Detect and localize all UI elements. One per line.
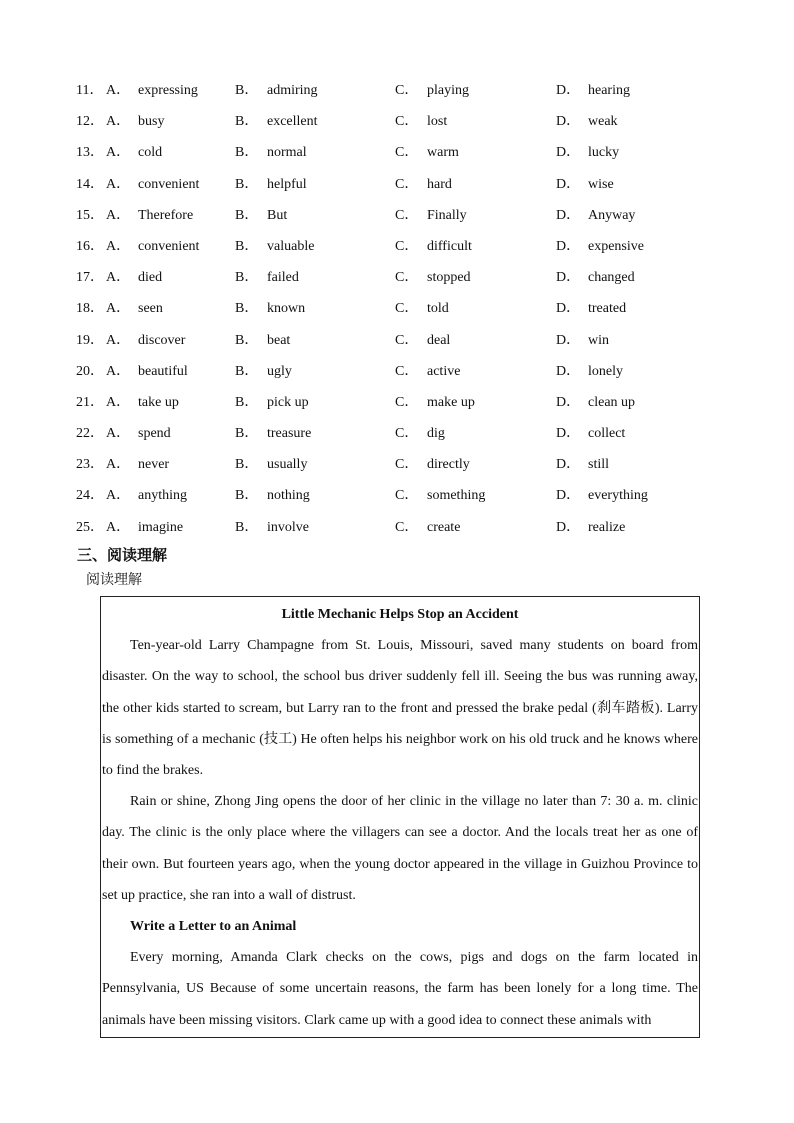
option-letter: B． bbox=[235, 207, 259, 223]
section-subheading: 阅读理解 bbox=[86, 572, 142, 588]
option-text: usually bbox=[267, 457, 308, 473]
option-text: make up bbox=[427, 394, 475, 410]
option-text: difficult bbox=[427, 238, 472, 254]
option-c bbox=[395, 454, 470, 476]
option-text: known bbox=[267, 301, 306, 317]
option-text: something bbox=[427, 488, 486, 504]
option-letter: C． bbox=[395, 394, 419, 410]
option-text: Anyway bbox=[588, 207, 636, 223]
option-letter: B． bbox=[235, 270, 259, 286]
option-letter: A． bbox=[106, 394, 131, 410]
option-text: playing bbox=[427, 83, 469, 98]
option-letter: A． bbox=[106, 457, 131, 473]
option-text: Finally bbox=[427, 207, 467, 223]
option-text: ugly bbox=[267, 363, 292, 379]
option-c bbox=[395, 142, 459, 164]
option-letter: A． bbox=[106, 114, 131, 130]
option-a bbox=[76, 142, 162, 164]
question-number: 11． bbox=[76, 83, 104, 98]
option-d bbox=[556, 454, 609, 476]
option-a bbox=[76, 485, 187, 507]
option-c bbox=[395, 267, 471, 289]
question-row bbox=[76, 330, 716, 361]
question-number: 24． bbox=[76, 488, 104, 504]
question-number: 21． bbox=[76, 394, 104, 410]
question-row bbox=[76, 423, 716, 454]
option-c bbox=[395, 423, 445, 445]
option-a bbox=[76, 330, 185, 352]
question-row bbox=[76, 111, 716, 142]
question-row bbox=[76, 267, 716, 298]
option-letter: A． bbox=[106, 83, 131, 98]
option-letter: C． bbox=[395, 301, 419, 317]
option-b bbox=[235, 485, 310, 507]
option-d bbox=[556, 174, 614, 196]
option-d bbox=[556, 330, 609, 352]
question-row bbox=[76, 236, 716, 267]
passage-title: Little Mechanic Helps Stop an Accident bbox=[281, 607, 519, 622]
option-d bbox=[556, 111, 618, 133]
option-text: weak bbox=[588, 114, 618, 130]
option-text: hearing bbox=[588, 83, 630, 98]
option-letter: A． bbox=[106, 207, 131, 223]
option-c bbox=[395, 330, 450, 352]
option-text: involve bbox=[267, 519, 309, 535]
option-text: win bbox=[588, 332, 609, 348]
option-letter: D． bbox=[556, 426, 581, 442]
option-letter: B． bbox=[235, 519, 259, 535]
option-d bbox=[556, 267, 635, 289]
question-number: 17． bbox=[76, 270, 104, 286]
question-number: 12． bbox=[76, 114, 104, 130]
option-text: lucky bbox=[588, 145, 620, 161]
option-c bbox=[395, 205, 467, 227]
option-text: treated bbox=[588, 301, 627, 317]
option-text: seen bbox=[138, 301, 163, 317]
option-c bbox=[395, 174, 452, 196]
option-text: pick up bbox=[267, 394, 309, 410]
option-letter: C． bbox=[395, 145, 419, 161]
option-b bbox=[235, 205, 287, 227]
question-row bbox=[76, 174, 716, 205]
option-b bbox=[235, 361, 292, 383]
question-row bbox=[76, 517, 716, 548]
option-letter: B． bbox=[235, 145, 259, 161]
option-letter: D． bbox=[556, 207, 581, 223]
option-text: beautiful bbox=[138, 363, 188, 379]
options-list bbox=[76, 80, 716, 548]
option-a bbox=[76, 80, 198, 102]
question-number: 22． bbox=[76, 426, 104, 442]
option-a bbox=[76, 392, 179, 414]
option-text: clean up bbox=[588, 394, 636, 410]
option-d bbox=[556, 517, 625, 539]
option-letter: B． bbox=[235, 363, 259, 379]
option-b bbox=[235, 267, 299, 289]
option-letter: B． bbox=[235, 332, 259, 348]
option-b bbox=[235, 392, 309, 414]
option-letter: D． bbox=[556, 457, 581, 473]
option-d bbox=[556, 236, 644, 258]
question-number: 14． bbox=[76, 176, 104, 192]
option-letter: A． bbox=[106, 270, 131, 286]
option-letter: A． bbox=[106, 426, 131, 442]
option-d bbox=[556, 142, 619, 164]
question-number: 13． bbox=[76, 145, 104, 161]
option-a bbox=[76, 174, 199, 196]
option-letter: A． bbox=[106, 332, 131, 348]
option-text: discover bbox=[138, 332, 186, 348]
option-text: imagine bbox=[138, 519, 184, 535]
option-text: failed bbox=[267, 270, 299, 286]
option-text: active bbox=[427, 363, 461, 379]
option-text: warm bbox=[427, 145, 459, 161]
option-text: realize bbox=[588, 519, 626, 535]
option-text: hard bbox=[427, 176, 452, 192]
option-text: lonely bbox=[588, 363, 623, 379]
option-text: Therefore bbox=[138, 207, 194, 223]
question-number: 16． bbox=[76, 238, 104, 254]
question-row bbox=[76, 80, 716, 111]
option-text: still bbox=[588, 457, 610, 473]
option-a bbox=[76, 205, 193, 227]
option-letter: A． bbox=[106, 363, 131, 379]
option-text: collect bbox=[588, 426, 626, 442]
option-letter: B． bbox=[235, 394, 259, 410]
option-text: expressing bbox=[138, 83, 198, 98]
option-b bbox=[235, 174, 307, 196]
option-letter: C． bbox=[395, 426, 419, 442]
option-letter: D． bbox=[556, 176, 581, 192]
option-text: convenient bbox=[138, 238, 200, 254]
option-letter: B． bbox=[235, 301, 259, 317]
option-a bbox=[76, 298, 163, 320]
option-d bbox=[556, 423, 625, 445]
option-letter: A． bbox=[106, 519, 131, 535]
option-c bbox=[395, 517, 460, 539]
option-text: stopped bbox=[427, 270, 471, 286]
option-text: nothing bbox=[267, 488, 310, 504]
option-text: convenient bbox=[138, 176, 200, 192]
option-b bbox=[235, 236, 314, 258]
option-letter: B． bbox=[235, 488, 259, 504]
option-letter: A． bbox=[106, 176, 131, 192]
option-letter: B． bbox=[235, 457, 259, 473]
option-text: take up bbox=[138, 394, 179, 410]
option-a bbox=[76, 454, 169, 476]
option-letter: B． bbox=[235, 114, 259, 130]
option-a bbox=[76, 111, 164, 133]
option-text: normal bbox=[267, 145, 307, 161]
option-text: wise bbox=[588, 176, 614, 192]
option-letter: C． bbox=[395, 457, 419, 473]
option-text: expensive bbox=[588, 238, 644, 254]
question-number: 18． bbox=[76, 301, 104, 317]
option-c bbox=[395, 361, 460, 383]
option-letter: D． bbox=[556, 301, 581, 317]
question-row bbox=[76, 361, 716, 392]
option-d bbox=[556, 392, 635, 414]
option-letter: C． bbox=[395, 270, 419, 286]
option-b bbox=[235, 454, 307, 476]
option-a bbox=[76, 361, 188, 383]
option-letter: C． bbox=[395, 238, 419, 254]
option-d bbox=[556, 298, 626, 320]
option-letter: A． bbox=[106, 238, 131, 254]
option-letter: D． bbox=[556, 363, 581, 379]
option-a bbox=[76, 267, 162, 289]
option-text: admiring bbox=[267, 83, 318, 98]
option-letter: A． bbox=[106, 145, 131, 161]
option-text: create bbox=[427, 519, 461, 535]
option-text: dig bbox=[427, 426, 445, 442]
option-letter: B． bbox=[235, 83, 259, 98]
option-d bbox=[556, 361, 623, 383]
option-letter: A． bbox=[106, 488, 131, 504]
option-c bbox=[395, 80, 469, 102]
question-row bbox=[76, 205, 716, 236]
option-b bbox=[235, 298, 305, 320]
option-b bbox=[235, 423, 311, 445]
option-c bbox=[395, 111, 447, 133]
option-letter: D． bbox=[556, 83, 581, 98]
option-b bbox=[235, 111, 318, 133]
option-d bbox=[556, 205, 635, 227]
option-letter: C． bbox=[395, 519, 419, 535]
option-text: treasure bbox=[267, 426, 312, 442]
option-c bbox=[395, 485, 485, 507]
option-text: excellent bbox=[267, 114, 318, 130]
option-text: cold bbox=[138, 145, 163, 161]
question-row bbox=[76, 142, 716, 173]
option-c bbox=[395, 298, 449, 320]
option-text: anything bbox=[138, 488, 187, 504]
question-number: 15． bbox=[76, 207, 104, 223]
option-text: spend bbox=[138, 426, 171, 442]
option-letter: C． bbox=[395, 332, 419, 348]
passage-paragraph-1: Ten-year-old Larry Champagne from St. Louis, Missouri, saved many students on board from disaster. On the way to school, the school bus driver suddenly fell ill. Seeing the bus was running away, the other kids started to scream, but Larry ran to the front and pressed the brake pedal (刹车踏板). Larry is something of a mechanic (技工) He often helps his neighbor work on his old truck and he knows where to find the brakes. bbox=[102, 638, 698, 779]
option-letter: D． bbox=[556, 145, 581, 161]
question-number: 23． bbox=[76, 457, 104, 473]
option-b bbox=[235, 80, 318, 102]
option-d bbox=[556, 80, 630, 102]
option-letter: B． bbox=[235, 426, 259, 442]
option-text: everything bbox=[588, 488, 648, 504]
option-letter: C． bbox=[395, 207, 419, 223]
option-a bbox=[76, 517, 183, 539]
option-b bbox=[235, 517, 309, 539]
option-letter: D． bbox=[556, 270, 581, 286]
question-row bbox=[76, 485, 716, 516]
question-row bbox=[76, 298, 716, 329]
passage-box bbox=[100, 596, 700, 1038]
option-letter: D． bbox=[556, 332, 581, 348]
option-text: never bbox=[138, 457, 170, 473]
question-row bbox=[76, 454, 716, 485]
option-a bbox=[76, 423, 171, 445]
question-number: 25． bbox=[76, 519, 104, 535]
option-text: died bbox=[138, 270, 163, 286]
question-number: 19． bbox=[76, 332, 104, 348]
option-letter: D． bbox=[556, 519, 581, 535]
option-letter: D． bbox=[556, 488, 581, 504]
option-letter: D． bbox=[556, 394, 581, 410]
option-d bbox=[556, 485, 648, 507]
option-text: helpful bbox=[267, 176, 307, 192]
option-b bbox=[235, 142, 307, 164]
option-text: But bbox=[267, 207, 288, 223]
option-letter: C． bbox=[395, 176, 419, 192]
passage-subtitle: Write a Letter to an Animal bbox=[130, 919, 297, 935]
passage-paragraph-2: Rain or shine, Zhong Jing opens the door of her clinic in the village no later than 7: 30 a. m. clinic day. The clinic is the only place where the villagers can see a doctor. And the locals treat her as one of their own. But fourteen years ago, when the young doctor appeared in the village in Guizhou Province to set up practice, she ran into a wall of distrust. bbox=[102, 794, 698, 903]
option-text: valuable bbox=[267, 238, 315, 254]
section-heading: 三、阅读理解 bbox=[77, 546, 168, 564]
option-letter: B． bbox=[235, 176, 259, 192]
option-letter: B． bbox=[235, 238, 259, 254]
option-a bbox=[76, 236, 199, 258]
option-c bbox=[395, 392, 475, 414]
option-letter: C． bbox=[395, 488, 419, 504]
question-row bbox=[76, 392, 716, 423]
option-text: directly bbox=[427, 457, 470, 473]
option-letter: D． bbox=[556, 238, 581, 254]
option-letter: A． bbox=[106, 301, 131, 317]
option-text: changed bbox=[588, 270, 635, 286]
option-letter: C． bbox=[395, 83, 419, 98]
question-number: 20． bbox=[76, 363, 104, 379]
passage-paragraph-3: Every morning, Amanda Clark checks on the cows, pigs and dogs on the farm located in Pennsylvania, US Because of some uncertain reasons, the farm has been lonely for a long time. The animals have been missing visitors. Clark came up with a good idea to connect these animals with bbox=[102, 950, 698, 1028]
option-text: deal bbox=[427, 332, 451, 348]
option-text: lost bbox=[427, 114, 448, 130]
option-text: told bbox=[427, 301, 449, 317]
option-c bbox=[395, 236, 472, 258]
option-letter: D． bbox=[556, 114, 581, 130]
option-text: busy bbox=[138, 114, 165, 130]
option-letter: C． bbox=[395, 363, 419, 379]
option-letter: C． bbox=[395, 114, 419, 130]
option-text: beat bbox=[267, 332, 291, 348]
option-b bbox=[235, 330, 290, 352]
